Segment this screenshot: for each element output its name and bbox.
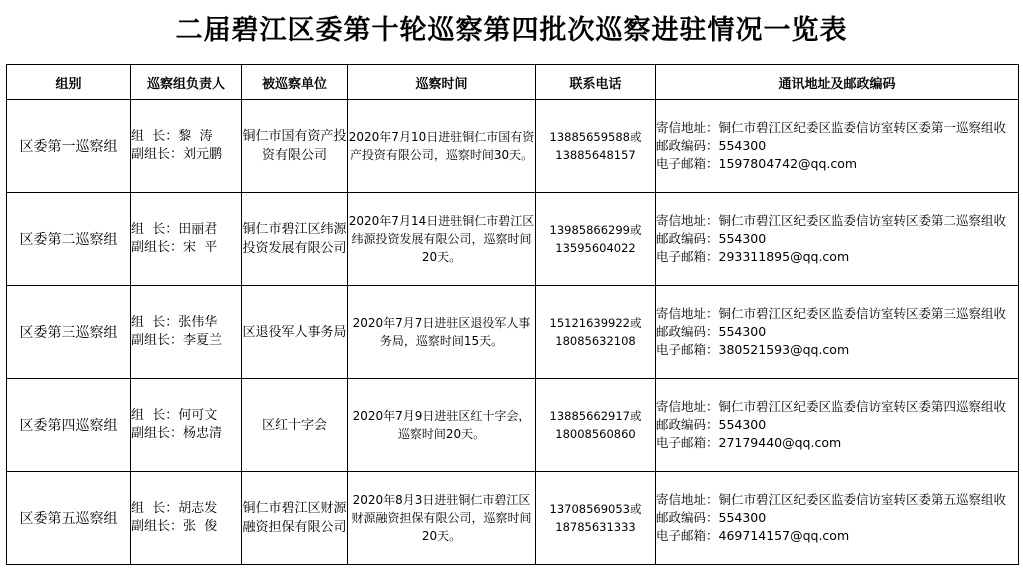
postcode: 邮政编码：554300 (656, 417, 767, 432)
postcode: 邮政编码：554300 (656, 138, 767, 153)
address-cell (656, 472, 1019, 565)
deputy-label: 副组长： (131, 519, 184, 534)
header-phone: 联系电话 (536, 65, 656, 100)
group-cell: 区委第一巡察组 (7, 100, 131, 193)
postcode: 邮政编码：554300 (656, 324, 767, 339)
mail-address: 寄信地址：铜仁市碧江区纪委区监委信访室转区委第四巡察组收 (656, 399, 1007, 414)
time-cell: 2020年7月10日进驻铜仁市国有资产投资有限公司，巡察时间30天。 (348, 100, 536, 193)
phone-primary: 15121639922或 (549, 316, 642, 330)
table-row (7, 193, 1019, 286)
table-row (7, 472, 1019, 565)
mail-address: 寄信地址：铜仁市碧江区纪委区监委信访室转区委第五巡察组收 (656, 492, 1007, 507)
time-cell: 2020年7月9日进驻区红十字会，巡察时间20天。 (348, 379, 536, 472)
address-cell (656, 100, 1019, 193)
phone-cell (536, 193, 656, 286)
header-group: 组别 (7, 65, 131, 100)
group-cell: 区委第三巡察组 (7, 286, 131, 379)
email: 电子邮箱：1597804742@qq.com (656, 156, 858, 171)
leader-cell (131, 379, 242, 472)
phone-secondary: 18785631333 (555, 520, 636, 534)
unit-cell: 铜仁市碧江区财源融资担保有限公司 (242, 472, 348, 565)
phone-cell (536, 379, 656, 472)
leader-name: 张伟华 (178, 315, 218, 330)
phone-primary: 13885662917或 (549, 409, 642, 423)
phone-secondary: 13595604022 (555, 241, 636, 255)
mail-address: 寄信地址：铜仁市碧江区纪委区监委信访室转区委第三巡察组收 (656, 306, 1007, 321)
phone-secondary: 13885648157 (555, 148, 636, 162)
mail-address: 寄信地址：铜仁市碧江区纪委区监委信访室转区委第一巡察组收 (656, 120, 1007, 135)
header-leader: 巡察组负责人 (131, 65, 242, 100)
postcode: 邮政编码：554300 (656, 231, 767, 246)
deputy-label: 副组长： (131, 147, 184, 162)
phone-primary: 13708569053或 (549, 502, 642, 516)
address-cell (656, 286, 1019, 379)
deputy-name: 杨忠清 (183, 426, 223, 441)
deputy-name: 宋 平 (183, 240, 218, 255)
unit-cell: 铜仁市国有资产投资有限公司 (242, 100, 348, 193)
group-cell: 区委第四巡察组 (7, 379, 131, 472)
deputy-label: 副组长： (131, 333, 184, 348)
leader-label: 组 长： (131, 222, 179, 237)
deputy-name: 李夏兰 (183, 333, 223, 348)
leader-label: 组 长： (131, 129, 179, 144)
time-cell: 2020年7月14日进驻铜仁市碧江区纬源投资发展有限公司，巡察时间20天。 (348, 193, 536, 286)
leader-cell (131, 472, 242, 565)
email: 电子邮箱：380521593@qq.com (656, 342, 850, 357)
leader-name: 黎 涛 (178, 129, 213, 144)
unit-cell: 区退役军人事务局 (242, 286, 348, 379)
address-cell (656, 193, 1019, 286)
inspection-table (6, 64, 1019, 565)
unit-cell: 区红十字会 (242, 379, 348, 472)
email: 电子邮箱：469714157@qq.com (656, 528, 850, 543)
leader-label: 组 长： (131, 408, 179, 423)
unit-cell: 铜仁市碧江区纬源投资发展有限公司 (242, 193, 348, 286)
deputy-name: 刘元鹏 (183, 147, 223, 162)
group-cell: 区委第五巡察组 (7, 472, 131, 565)
phone-cell (536, 100, 656, 193)
table-row (7, 379, 1019, 472)
leader-name: 何可文 (178, 408, 218, 423)
phone-cell (536, 286, 656, 379)
deputy-name: 张 俊 (183, 519, 218, 534)
deputy-label: 副组长： (131, 240, 184, 255)
leader-name: 胡志发 (178, 501, 218, 516)
table-header-row (7, 65, 1019, 100)
leader-cell (131, 100, 242, 193)
leader-cell (131, 193, 242, 286)
phone-primary: 13985866299或 (549, 223, 642, 237)
leader-label: 组 长： (131, 315, 179, 330)
group-cell: 区委第二巡察组 (7, 193, 131, 286)
email: 电子邮箱：27179440@qq.com (656, 435, 842, 450)
header-unit: 被巡察单位 (242, 65, 348, 100)
leader-cell (131, 286, 242, 379)
phone-cell (536, 472, 656, 565)
leader-label: 组 长： (131, 501, 179, 516)
header-address: 通讯地址及邮政编码 (656, 65, 1019, 100)
page-title: 二届碧江区委第十轮巡察第四批次巡察进驻情况一览表 (175, 15, 848, 46)
email: 电子邮箱：293311895@qq.com (656, 249, 850, 264)
phone-secondary: 18085632108 (555, 334, 636, 348)
leader-name: 田丽君 (178, 222, 218, 237)
phone-primary: 13885659588或 (549, 130, 642, 144)
table-row (7, 100, 1019, 193)
table-row (7, 286, 1019, 379)
address-cell (656, 379, 1019, 472)
time-cell: 2020年7月7日进驻区退役军人事务局，巡察时间15天。 (348, 286, 536, 379)
phone-secondary: 18008560860 (555, 427, 636, 441)
header-time: 巡察时间 (348, 65, 536, 100)
deputy-label: 副组长： (131, 426, 184, 441)
postcode: 邮政编码：554300 (656, 510, 767, 525)
mail-address: 寄信地址：铜仁市碧江区纪委区监委信访室转区委第二巡察组收 (656, 213, 1007, 228)
time-cell: 2020年8月3日进驻铜仁市碧江区财源融资担保有限公司，巡察时间20天。 (348, 472, 536, 565)
